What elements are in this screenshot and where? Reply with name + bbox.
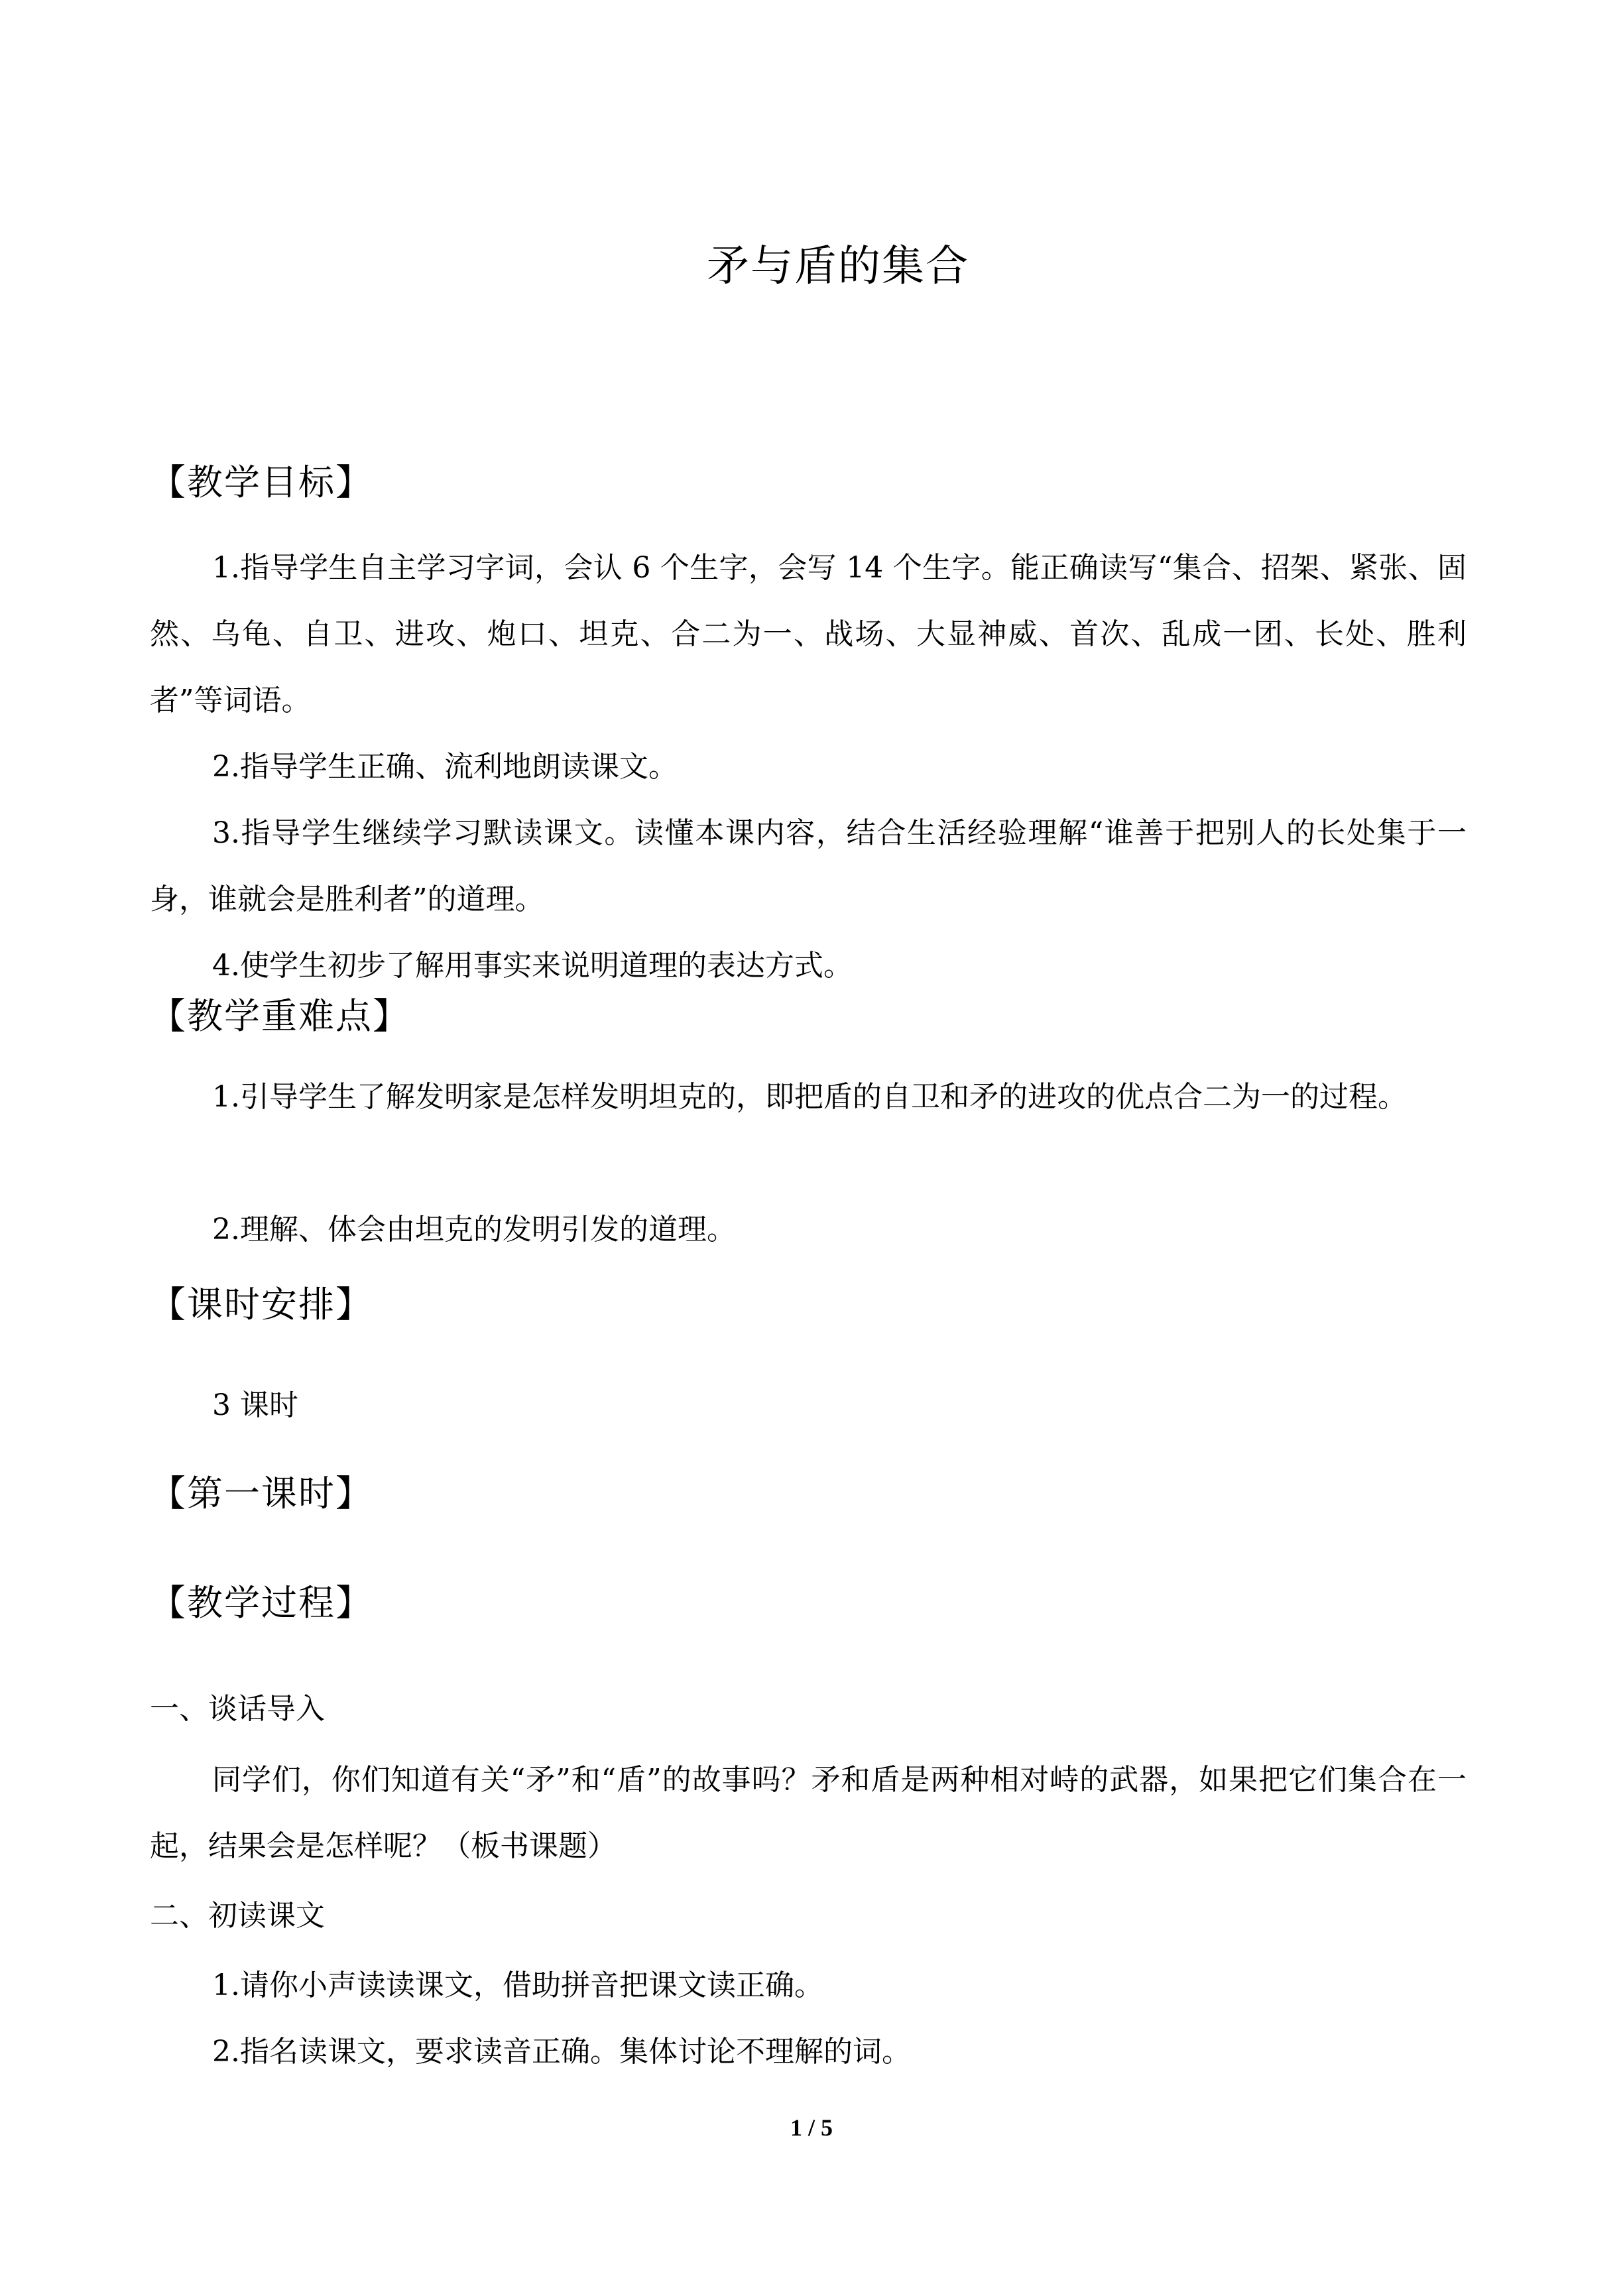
objective-item-1: 1.指导学生自主学习字词，会认 6 个生字，会写 14 个生字。能正确读写“集合、招架、紧张、固然、乌龟、自卫、进攻、炮口、坦克、合二为一、战场、大显神威、首次、乱成一团、长处、胜利者”等词语。 — [150, 551, 1467, 717]
heading-objectives: 【教学目标】 — [150, 461, 373, 503]
heading-first-lesson: 【第一课时】 — [150, 1473, 373, 1514]
process-part1-text: 同学们，你们知道有关“矛”和“盾”的故事吗？矛和盾是两种相对峙的武器，如果把它们集合在一起，结果会是怎样呢？（板书课题） — [150, 1763, 1467, 1863]
objective-item-4: 4.使学生初步了解用事实来说明道理的表达方式。 — [212, 949, 853, 983]
page-title: 矛与盾的集合 — [707, 242, 969, 291]
schedule-text: 3 课时 — [212, 1388, 298, 1422]
objective-item-3: 3.指导学生继续学习默读课文。读懂本课内容，结合生活经验理解“谁善于把别人的长处集于一身，谁就会是胜利者”的道理。 — [150, 816, 1467, 916]
process-part2-item-2: 2.指名读课文，要求读音正确。集体讨论不理解的词。 — [212, 2035, 911, 2069]
heading-process: 【教学过程】 — [150, 1582, 373, 1624]
process-part2-item-1: 1.请你小声读读课文，借助拼音把课文读正确。 — [212, 1968, 823, 2002]
process-part2-title: 二、初读课文 — [150, 1899, 325, 1933]
page-number: 1 / 5 — [790, 2114, 833, 2141]
objective-item-2: 2.指导学生正确、流利地朗读课文。 — [212, 750, 678, 784]
key-point-item-1: 1.引导学生了解发明家是怎样发明坦克的，即把盾的自卫和矛的进攻的优点合二为一的过程。 — [212, 1080, 1407, 1114]
heading-key-points: 【教学重难点】 — [150, 995, 410, 1037]
process-part1-title: 一、谈话导入 — [150, 1692, 325, 1726]
key-point-item-2: 2.理解、体会由坦克的发明引发的道理。 — [212, 1213, 736, 1246]
heading-schedule: 【课时安排】 — [150, 1284, 373, 1325]
